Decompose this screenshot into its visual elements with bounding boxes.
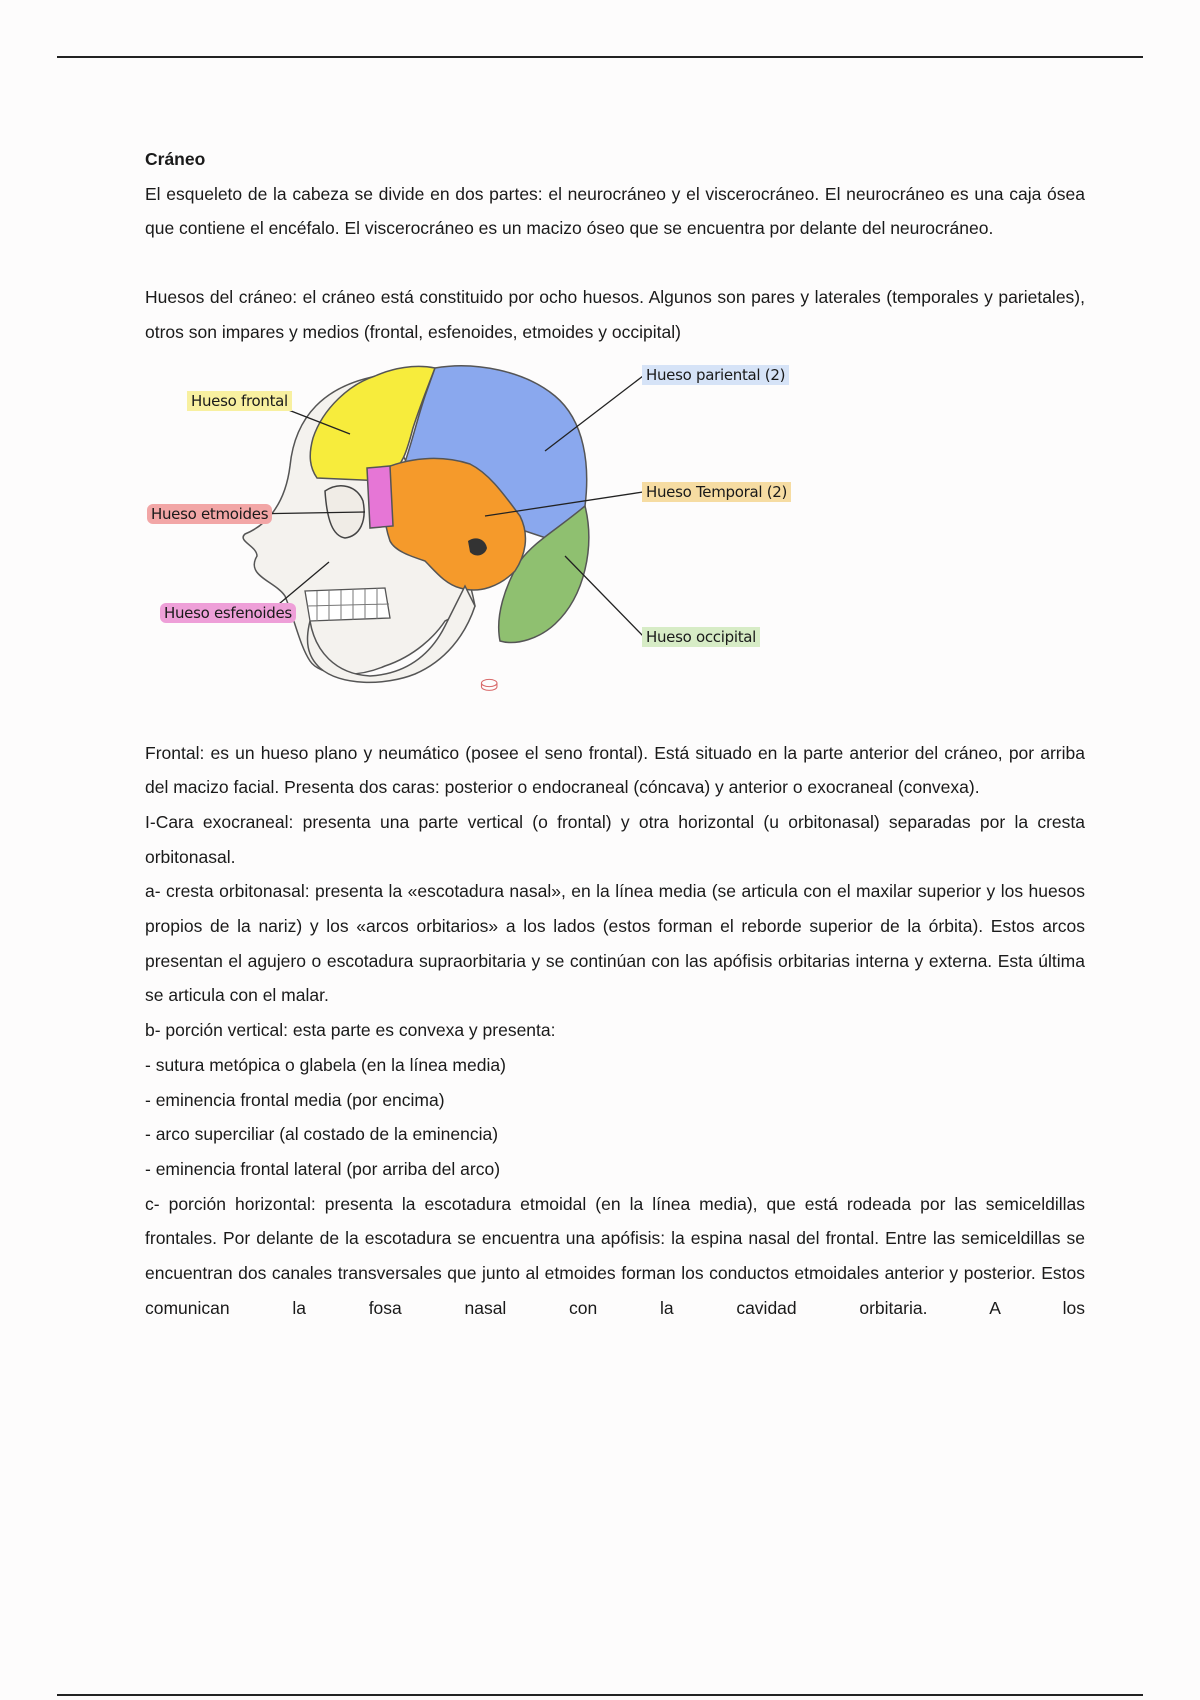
bottom-rule <box>57 1694 1143 1696</box>
label-etmoides: Hueso etmoides <box>147 504 272 524</box>
spacer <box>145 246 1085 280</box>
horizontal-paragraph: c- porción horizontal: presenta la escotadura etmoidal (en la línea media), que está rodeada por las semiceldillas frontales. Por delante de la escotadura se encuentra una apófisis: la espina nasal del frontal. Entre las semiceldillas se encuentran dos canales transversales que junto al etmoides forman los conductos etmoidales anterior y posterior. Estos comunican la fosa nasal con la cavidad orbitaria. A los <box>145 1193 1085 1318</box>
exocraneal-paragraph: I-Cara exocraneal: presenta una parte vertical (o frontal) y otra horizontal (u orbitonasal) separadas por la cresta orbitonasal. <box>145 811 1085 867</box>
skull-figure <box>145 356 788 694</box>
document-content <box>145 142 1085 1325</box>
watermark-tooth: ⛀ <box>480 671 499 694</box>
list-item: - arco superciliar (al costado de la eminencia) <box>145 1124 499 1145</box>
intro-paragraph: El esqueleto de la cabeza se divide en dos partes: el neurocráneo y el viscerocráneo. El neurocráneo es una caja ósea que contiene el encéfalo. El viscerocráneo es un macizo óseo que se encuentra por delante del neurocráneo. <box>145 183 1085 239</box>
bone-etmoides <box>367 466 393 528</box>
bones-paragraph: Huesos del cráneo: el cráneo está constituido por ocho huesos. Algunos son pares y laterales (temporales y parietales), otros son impares y medios (frontal, esfenoides, etmoides y occipital) <box>145 287 1085 342</box>
label-parietal: Hueso pariental (2) <box>642 365 789 385</box>
list-item: - eminencia frontal lateral (por arriba del arco) <box>145 1158 501 1179</box>
label-temporal: Hueso Temporal (2) <box>642 482 791 502</box>
list-item: - eminencia frontal media (por encima) <box>145 1089 445 1110</box>
top-rule <box>57 56 1143 58</box>
frontal-paragraph: Frontal: es un hueso plano y neumático (posee el seno frontal). Está situado en la parte anterior del cráneo, por arriba del macizo facial. Presenta dos caras: posterior o endocraneal (cóncava) y anterior o exocraneal (convexa). <box>145 742 1085 798</box>
label-frontal: Hueso frontal <box>187 391 292 411</box>
section-title: Cráneo <box>145 149 206 169</box>
list-item: - sutura metópica o glabela (en la línea media) <box>145 1054 506 1075</box>
label-occipital: Hueso occipital <box>642 627 760 647</box>
vertical-paragraph: b- porción vertical: esta parte es convexa y presenta: <box>145 1020 556 1041</box>
label-esfenoides: Hueso esfenoides <box>160 603 296 623</box>
cresta-paragraph: a- cresta orbitonasal: presenta la «escotadura nasal», en la línea media (se articula con el maxilar superior y los huesos propios de la nariz) y los «arcos orbitarios» a los lados (estos forman el reborde superior de la órbita). Estos arcos presentan el agujero o escotadura supraorbitaria y se continúan con las apófisis orbitarias interna y externa. Esta última se articula con el malar. <box>145 881 1085 1006</box>
